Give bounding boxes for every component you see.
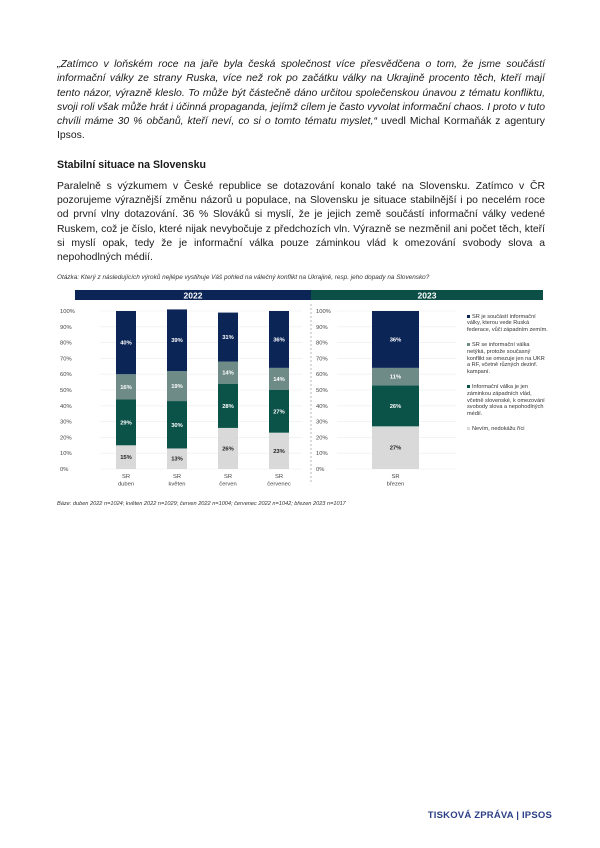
data-label: 14%: [222, 370, 234, 377]
category-label: květen: [168, 481, 186, 488]
data-label: 15%: [120, 454, 132, 461]
data-label: 26%: [389, 403, 402, 410]
category-label: duben: [117, 481, 135, 488]
data-label: 11%: [389, 374, 402, 381]
chart-legend: [467, 314, 549, 433]
y-tick-label: 90%: [60, 324, 72, 331]
category-label: SR: [391, 473, 400, 480]
y-tick-label: 100%: [316, 308, 331, 315]
data-label: 28%: [222, 403, 234, 410]
data-label: 36%: [389, 337, 402, 344]
quote-text: „Zatímco v loňském roce na jaře byla česká společnost více přesvědčena o tom, že jsme součástí informační války ze strany Ruska, více než rok po začátku války na Ukrajině procento těch, kteří mají tento názor, výrazně kleslo. To může být částečně dáno určitou společenskou únavou z tématu konfliktu, svoji roli však může hrát i účinná propaganda, jejímž cílem je často vyvolat informační chaos. I proto v tuto chvíli máme 30 % občanů, kteří neví, co si o tomto tématu myslet,“: [57, 59, 546, 128]
legend-label: Nevím, nedokážu říci: [472, 426, 525, 433]
category-label: SR: [172, 473, 182, 480]
legend-item: [467, 426, 549, 433]
section-heading: Stabilní situace na Slovensku: [57, 158, 206, 171]
y-tick-label: 0%: [60, 466, 69, 473]
y-tick-label: 90%: [316, 324, 328, 331]
legend-swatch: [467, 427, 470, 430]
legend-swatch: [467, 385, 470, 388]
y-tick-label: 10%: [316, 450, 328, 457]
y-tick-label: 20%: [316, 434, 328, 441]
y-tick-label: 80%: [60, 340, 72, 347]
y-tick-label: 20%: [60, 434, 72, 441]
category-label: červen: [219, 481, 237, 488]
y-tick-label: 80%: [316, 340, 328, 347]
data-label: 16%: [120, 384, 132, 391]
data-label: 30%: [171, 422, 183, 429]
legend-label: SR je součástí informační války, kterou vede Ruská federace, vůči západním zemím.: [467, 313, 548, 333]
data-label: 14%: [273, 376, 285, 383]
data-label: 40%: [120, 340, 132, 347]
data-label: 29%: [120, 419, 132, 426]
body-paragraph: Paralelně s výzkumem v České republice se dotazování konalo také na Slovensku. Zatímco v ČR pozorujeme výraznější změnu názorů u populace, na Slovensku je situace stabilnější i po necelém roce od první vlny dotazování. 36 % Slováků si myslí, že je jejich země součástí informační války vedené Ruskem, což je číslo, které nijak nevybočuje z předchozích vln. Výrazně se nezměnil ani počet těch, kteří si myslí opak, tedy že je informační válka pouze záminkou vlád k omezování svobody slova a nepohodlných médií.: [57, 180, 545, 264]
category-label: březen: [386, 481, 405, 488]
y-tick-label: 10%: [60, 450, 72, 457]
legend-swatch: [467, 343, 470, 346]
y-tick-label: 0%: [316, 466, 325, 473]
y-tick-label: 100%: [60, 308, 75, 315]
data-label: 27%: [389, 445, 402, 452]
legend-item: [467, 342, 549, 375]
legend-item: [467, 314, 549, 334]
chart-base-note: Báze: duben 2022 n=1024; květen 2022 n=1029; červen 2022 n=1004; červenec 2022 n=1042; březen 2023 n=1017: [57, 500, 346, 507]
group-header-label: 2023: [417, 290, 437, 301]
y-tick-label: 50%: [60, 387, 72, 394]
group-header-label: 2022: [183, 290, 203, 301]
y-tick-label: 50%: [316, 387, 328, 394]
quote-paragraph: [57, 58, 545, 144]
category-label: SR: [223, 473, 233, 480]
y-tick-label: 70%: [316, 355, 328, 362]
chart-area: [50, 282, 550, 497]
data-label: 27%: [273, 408, 285, 415]
data-label: 39%: [171, 337, 183, 344]
quote-attribution: uvedl Michal Kormaňák z agentury Ipsos.: [57, 116, 545, 142]
y-tick-label: 60%: [60, 371, 72, 378]
legend-item: [467, 384, 549, 417]
data-label: 23%: [273, 448, 285, 455]
y-tick-label: 40%: [316, 403, 328, 410]
category-label: SR: [121, 473, 131, 480]
y-tick-label: 70%: [60, 355, 72, 362]
legend-label: Informační válka je jen záminkou západních vlád, včetně slovenské, k omezování svobody slova a nepohodlných médií.: [467, 384, 545, 417]
data-label: 26%: [222, 446, 234, 453]
data-label: 36%: [273, 337, 285, 344]
category-label: červenec: [267, 481, 291, 488]
page-content: [57, 0, 548, 508]
chart-question: Otázka: Který z následujících výroků nejlépe vystihuje Váš pohled na válečný konflikt na Ukrajině, resp. jeho dopady na Slovensko?: [57, 273, 430, 281]
legend-swatch: [467, 315, 470, 318]
y-tick-label: 30%: [60, 419, 72, 426]
data-label: 31%: [222, 334, 234, 341]
y-tick-label: 40%: [60, 403, 72, 410]
footer-brand: TISKOVÁ ZPRÁVA | IPSOS: [427, 810, 552, 821]
category-label: SR: [274, 473, 284, 480]
y-tick-label: 60%: [316, 371, 328, 378]
data-label: 19%: [171, 383, 183, 390]
legend-label: SR se informační válka netýká, protože současný konflikt se omezuje jen na UKR a RF, včetně různých dezinf. kampaní.: [467, 342, 545, 375]
data-label: 13%: [171, 456, 183, 463]
y-tick-label: 30%: [316, 419, 328, 426]
